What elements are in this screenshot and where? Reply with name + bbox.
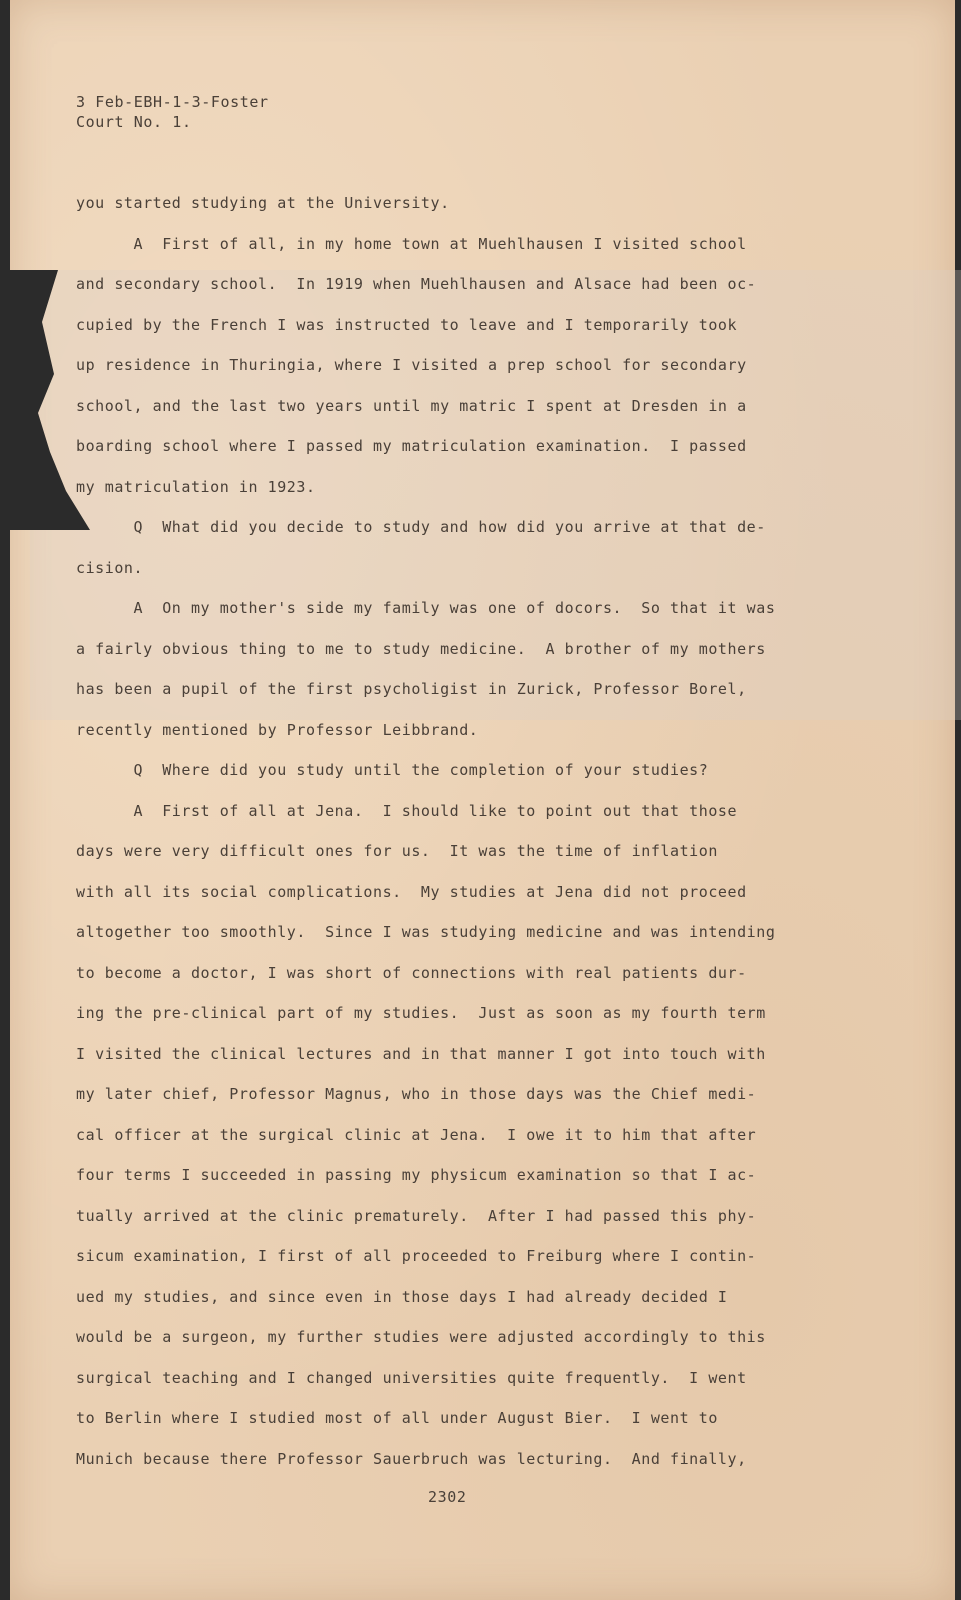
transcript-line: ing the pre-clinical part of my studies. Just as soon as my fourth term	[76, 1004, 766, 1022]
page-number: 2302	[428, 1488, 467, 1506]
transcript-line: A First of all, in my home town at Muehlhausen I visited school	[76, 234, 747, 253]
transcript-line: I visited the clinical lectures and in that manner I got into touch with	[76, 1044, 766, 1063]
transcript-line: cupied by the French I was instructed to leave and I temporarily took	[76, 315, 738, 334]
transcript-line: four terms I succeeded in passing my physicum examination so that I ac-	[76, 1166, 757, 1184]
transcript-line: surgical teaching and I changed universities quite frequently. I went	[76, 1368, 747, 1387]
transcript-line: to become a doctor, I was short of connections with real patients dur-	[76, 963, 747, 982]
transcript-line: A On my mother's side my family was one of docors. So that it was	[76, 599, 776, 617]
document-page	[10, 0, 955, 1600]
transcript-line: A First of all at Jena. I should like to point out that those	[76, 801, 738, 820]
header-line-reference: 3 Feb-EBH-1-3-Foster	[76, 93, 269, 111]
transcript-line: you started studying at the University.	[76, 194, 450, 212]
transcript-line: days were very difficult ones for us. It was the time of inflation	[76, 842, 718, 860]
transcript-line: altogether too smoothly. Since I was studying medicine and was intending	[76, 923, 776, 941]
transcript-line: and secondary school. In 1919 when Muehlhausen and Alsace had been oc-	[76, 275, 757, 293]
transcript-line: a fairly obvious thing to me to study medicine. A brother of my mothers	[76, 639, 766, 658]
transcript-line: cision.	[76, 558, 144, 577]
transcript-line: recently mentioned by Professor Leibbrand.	[76, 720, 479, 739]
transcript-line: with all its social complications. My studies at Jena did not proceed	[76, 882, 747, 901]
transcript-line: has been a pupil of the first psycholigist in Zurick, Professor Borel,	[76, 680, 747, 698]
transcript-line: Q What did you decide to study and how did you arrive at that de-	[76, 518, 766, 536]
transcript-line: sicum examination, I first of all proceeded to Freiburg where I contin-	[76, 1247, 757, 1265]
transcript-line: school, and the last two years until my matric I spent at Dresden in a	[76, 396, 747, 415]
transcript-line: my later chief, Professor Magnus, who in those days was the Chief medi-	[76, 1085, 757, 1103]
transcript-line: up residence in Thuringia, where I visited a prep school for secondary	[76, 356, 747, 374]
transcript-line: my matriculation in 1923.	[76, 477, 316, 496]
transcript-line: boarding school where I passed my matriculation examination. I passed	[76, 437, 747, 455]
header-line-court: Court No. 1.	[76, 113, 192, 131]
transcript-line: Munich because there Professor Sauerbruch was lecturing. And finally,	[76, 1449, 747, 1468]
transcript-line: Q Where did you study until the completion of your studies?	[76, 761, 709, 779]
transcript-line: would be a surgeon, my further studies were adjusted accordingly to this	[76, 1328, 766, 1346]
document-header	[76, 92, 269, 132]
transcript-line: to Berlin where I studied most of all under August Bier. I went to	[76, 1409, 718, 1427]
transcript-line: cal officer at the surgical clinic at Jena. I owe it to him that after	[76, 1125, 757, 1144]
transcript-line: ued my studies, and since even in those days I had already decided I	[76, 1287, 728, 1306]
transcript-line: tually arrived at the clinic prematurely. After I had passed this phy-	[76, 1206, 757, 1225]
